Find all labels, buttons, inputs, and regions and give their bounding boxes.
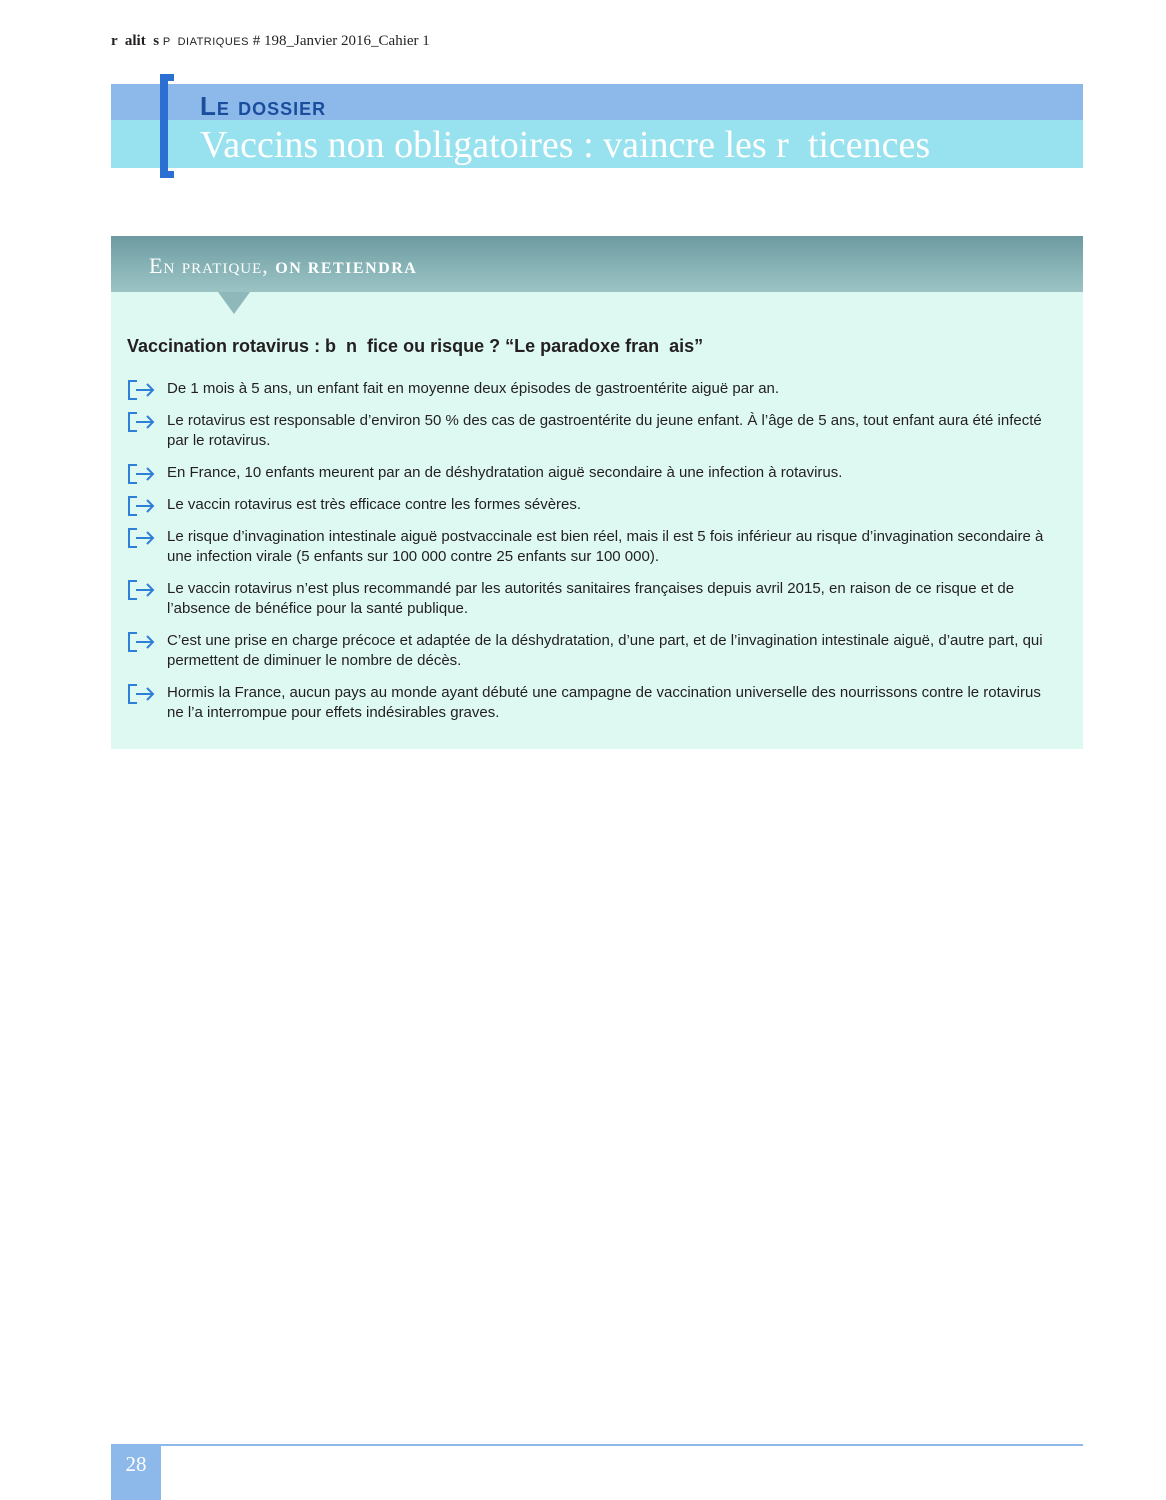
running-header bbox=[111, 33, 430, 50]
page-number-box bbox=[111, 1444, 161, 1500]
key-point-text: Le rotavirus est responsable d’environ 50 % des cas de gastroentérite du jeune enfant. À l’âge de 5 ans, tout enfant aura été infecté par le rotavirus. bbox=[167, 412, 1042, 449]
issue-info: # 198_Janvier 2016_Cahier 1 bbox=[252, 33, 430, 49]
key-points-box bbox=[111, 236, 1083, 749]
page-number: 28 bbox=[125, 1452, 147, 1476]
arrow-into-bracket-icon bbox=[127, 631, 157, 653]
arrow-into-bracket-icon bbox=[127, 463, 157, 485]
footer-rule bbox=[111, 1444, 1083, 1446]
key-point-text: Le vaccin rotavirus n’est plus recommandé par les autorités sanitaires françaises depuis avril 2015, en raison de ce risque et de l’absence de bénéfice pour la santé publique. bbox=[167, 580, 1015, 617]
dossier-title: Vaccins non obligatoires : vaincre les r ticences bbox=[200, 124, 931, 166]
key-point bbox=[127, 527, 1047, 567]
key-point bbox=[127, 683, 1047, 723]
bracket-decoration bbox=[160, 74, 174, 178]
heading-strong: ON RETIENDRA bbox=[275, 260, 418, 277]
arrow-into-bracket-icon bbox=[127, 495, 157, 517]
key-points-heading bbox=[149, 253, 417, 279]
heading-light: En pratique, bbox=[149, 253, 276, 278]
arrow-into-bracket-icon bbox=[127, 579, 157, 601]
key-point-text: C’est une prise en charge précoce et adaptée de la déshydratation, d’une part, et de l’invagination intestinale aiguë, d’autre part, qui permettent de diminuer le nombre de décès. bbox=[167, 632, 1043, 669]
key-point bbox=[127, 579, 1047, 619]
dossier-label: Le dossier bbox=[200, 91, 327, 121]
arrow-into-bracket-icon bbox=[127, 527, 157, 549]
key-point-text: Le vaccin rotavirus est très efficace contre les formes sévères. bbox=[167, 496, 582, 513]
magazine-name: P DIATRIQUES bbox=[162, 36, 249, 48]
key-point-text: En France, 10 enfants meurent par an de déshydratation aiguë secondaire à une infection à rotavirus. bbox=[167, 464, 843, 481]
key-points-list bbox=[127, 379, 1047, 735]
key-points-subtitle: Vaccination rotavirus : b n fice ou risque ? “Le paradoxe fran ais” bbox=[127, 336, 704, 356]
key-point bbox=[127, 495, 1047, 515]
key-points-header bbox=[111, 236, 1083, 292]
key-point-text: De 1 mois à 5 ans, un enfant fait en moyenne deux épisodes de gastroentérite aiguë par an. bbox=[167, 380, 780, 397]
arrow-into-bracket-icon bbox=[127, 683, 157, 705]
key-point bbox=[127, 631, 1047, 671]
arrow-into-bracket-icon bbox=[127, 411, 157, 433]
key-point bbox=[127, 463, 1047, 483]
arrow-into-bracket-icon bbox=[127, 379, 157, 401]
magazine-brand: r alit s bbox=[111, 33, 160, 49]
key-point bbox=[127, 411, 1047, 451]
key-point-text: Hormis la France, aucun pays au monde ayant débuté une campagne de vaccination universelle des nourrissons contre le rotavirus ne l’a interrompue pour effets indésirables graves. bbox=[167, 684, 1041, 721]
key-point-text: Le risque d’invagination intestinale aiguë postvaccinale est bien réel, mais il est 5 fois inférieur au risque d’invagination secondaire à une infection virale (5 enfants sur 100 000 contre 25 enfants sur 100 000). bbox=[167, 528, 1044, 565]
header-pointer bbox=[218, 292, 250, 314]
key-point bbox=[127, 379, 1047, 399]
